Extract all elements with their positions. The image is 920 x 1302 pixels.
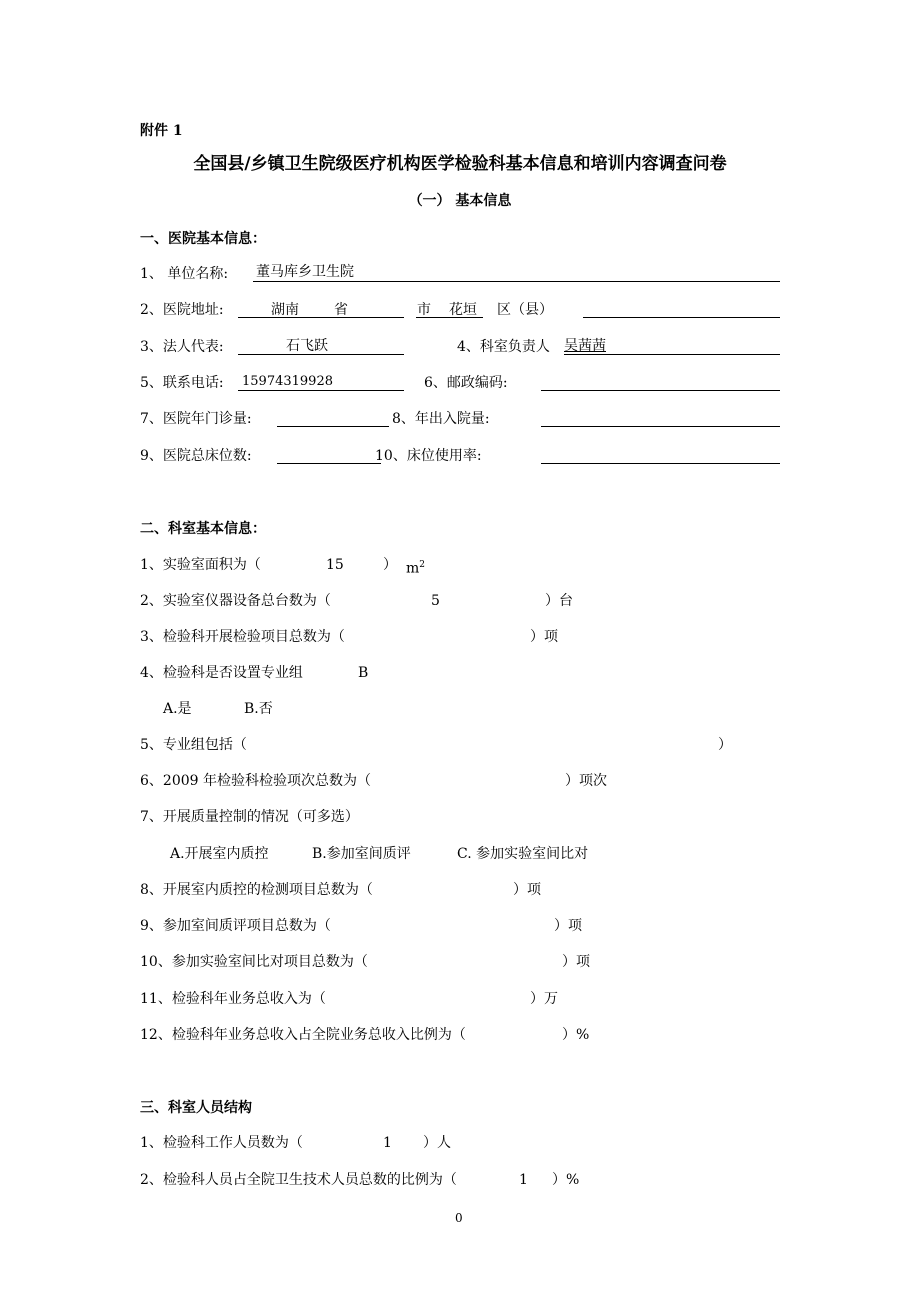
q5-label: 5、联系电话: (140, 375, 224, 391)
s2-q2-equipment[interactable]: 5 (431, 593, 440, 609)
q3-label: 3、法人代表: (140, 339, 224, 355)
s3-q1-close: ）人 (423, 1135, 451, 1151)
s2-q11-close: ）万 (530, 991, 558, 1007)
section1-heading: 一、医院基本信息： (140, 231, 266, 247)
s2-q9-close: ）项 (554, 918, 582, 934)
s2-q1-label: 1、实验室面积为（ (140, 557, 261, 573)
q1-hospital-name[interactable]: 董马库乡卫生院 (256, 264, 354, 280)
q10-bed-usage-field[interactable] (541, 463, 780, 464)
q2-sheng: 省 (334, 302, 348, 318)
q2-district[interactable]: 花垣 (449, 302, 477, 318)
page-title: 全国县/乡镇卫生院级医疗机构医学检验科基本信息和培训内容调查问卷 (193, 154, 727, 174)
part-title: （一） 基本信息 (408, 193, 512, 209)
s3-q2-close: ）% (552, 1172, 580, 1188)
q9-label: 9、医院总床位数: (140, 448, 252, 464)
s2-q3-close: ）项 (530, 629, 558, 645)
page-number: 0 (455, 1211, 463, 1225)
section2-heading: 二、科室基本信息： (140, 521, 266, 537)
s2-q7-option-a[interactable]: A.开展室内质控 (170, 846, 269, 862)
s2-q7-option-c[interactable]: C. 参加实验室间比对 (457, 846, 589, 862)
s2-q8-close: ）项 (513, 882, 541, 898)
s3-q1-label: 1、检验科工作人员数为（ (140, 1135, 303, 1151)
s2-q4-option-b[interactable]: B.否 (244, 701, 273, 717)
q8-label: 8、年出入院量: (392, 411, 490, 427)
s2-q12-close: ）% (562, 1027, 590, 1043)
s2-q2-label: 2、实验室仪器设备总台数为（ (140, 593, 331, 609)
s2-q4-option-a[interactable]: A.是 (163, 701, 192, 717)
s2-q1-close: ） (383, 557, 397, 573)
q2-sheng-underline (318, 317, 404, 318)
q7-label: 7、医院年门诊量: (140, 411, 252, 427)
attachment-label: 附件 1 (140, 123, 183, 139)
s2-q8-label: 8、开展室内质控的检测项目总数为（ (140, 882, 373, 898)
q6-label: 6、邮政编码: (424, 375, 508, 391)
q3-legal-representative[interactable]: 石飞跃 (286, 338, 328, 354)
section3-heading: 三、科室人员结构 (140, 1100, 252, 1116)
s2-q6-close: ）项次 (565, 773, 607, 789)
s2-q2-close: ）台 (545, 593, 573, 609)
s2-q10-close: ）项 (562, 954, 590, 970)
s2-q5-close: ） (718, 737, 732, 753)
s2-q4-label: 4、检验科是否设置专业组 (140, 665, 303, 681)
s3-q2-ratio[interactable]: 1 (519, 1172, 528, 1188)
q1-underline (253, 281, 780, 282)
q4-label: 4、科室负责人 (457, 339, 550, 355)
q10-label: 10、床位使用率: (375, 448, 482, 464)
s2-q4-answer[interactable]: B (358, 665, 369, 681)
s2-q9-label: 9、参加室间质评项目总数为（ (140, 918, 331, 934)
s2-q3-label: 3、检验科开展检验项目总数为（ (140, 629, 345, 645)
s2-q12-label: 12、检验科年业务总收入占全院业务总收入比例为（ (140, 1027, 466, 1043)
q5-phone[interactable]: 15974319928 (242, 374, 333, 389)
q2-province[interactable]: 湖南 (271, 302, 299, 318)
q7-outpatient-field[interactable] (277, 426, 389, 427)
s2-q1-area[interactable]: 15 (326, 557, 344, 573)
s2-q1-unit: $m^2$ (406, 560, 426, 577)
q8-admissions-field[interactable] (541, 426, 780, 427)
s3-q2-label: 2、检验科人员占全院卫生技术人员总数的比例为（ (140, 1172, 457, 1188)
s2-q11-label: 11、检验科年业务总收入为（ (140, 991, 326, 1007)
q9-beds-field[interactable] (277, 463, 381, 464)
s2-q5-label: 5、专业组包括（ (140, 737, 247, 753)
s2-q10-label: 10、参加实验室间比对项目总数为（ (140, 954, 368, 970)
q2-qu: 区（县） (497, 302, 553, 318)
q1-label: 1、 单位名称: (140, 266, 229, 282)
s2-q6-label: 6、2009 年检验科检验项次总数为（ (140, 773, 371, 789)
q2-address-underline[interactable] (583, 317, 780, 318)
s3-q1-staff-count[interactable]: 1 (383, 1135, 392, 1151)
q2-label: 2、医院地址: (140, 302, 224, 318)
q2-shi: 市 (417, 302, 431, 318)
s2-q7-option-b[interactable]: B.参加室间质评 (312, 846, 411, 862)
q6-postcode-field[interactable] (541, 390, 780, 391)
q4-dept-head[interactable]: 吴茜茜 (564, 338, 606, 354)
s2-q7-label: 7、开展质量控制的情况（可多选） (140, 809, 359, 825)
